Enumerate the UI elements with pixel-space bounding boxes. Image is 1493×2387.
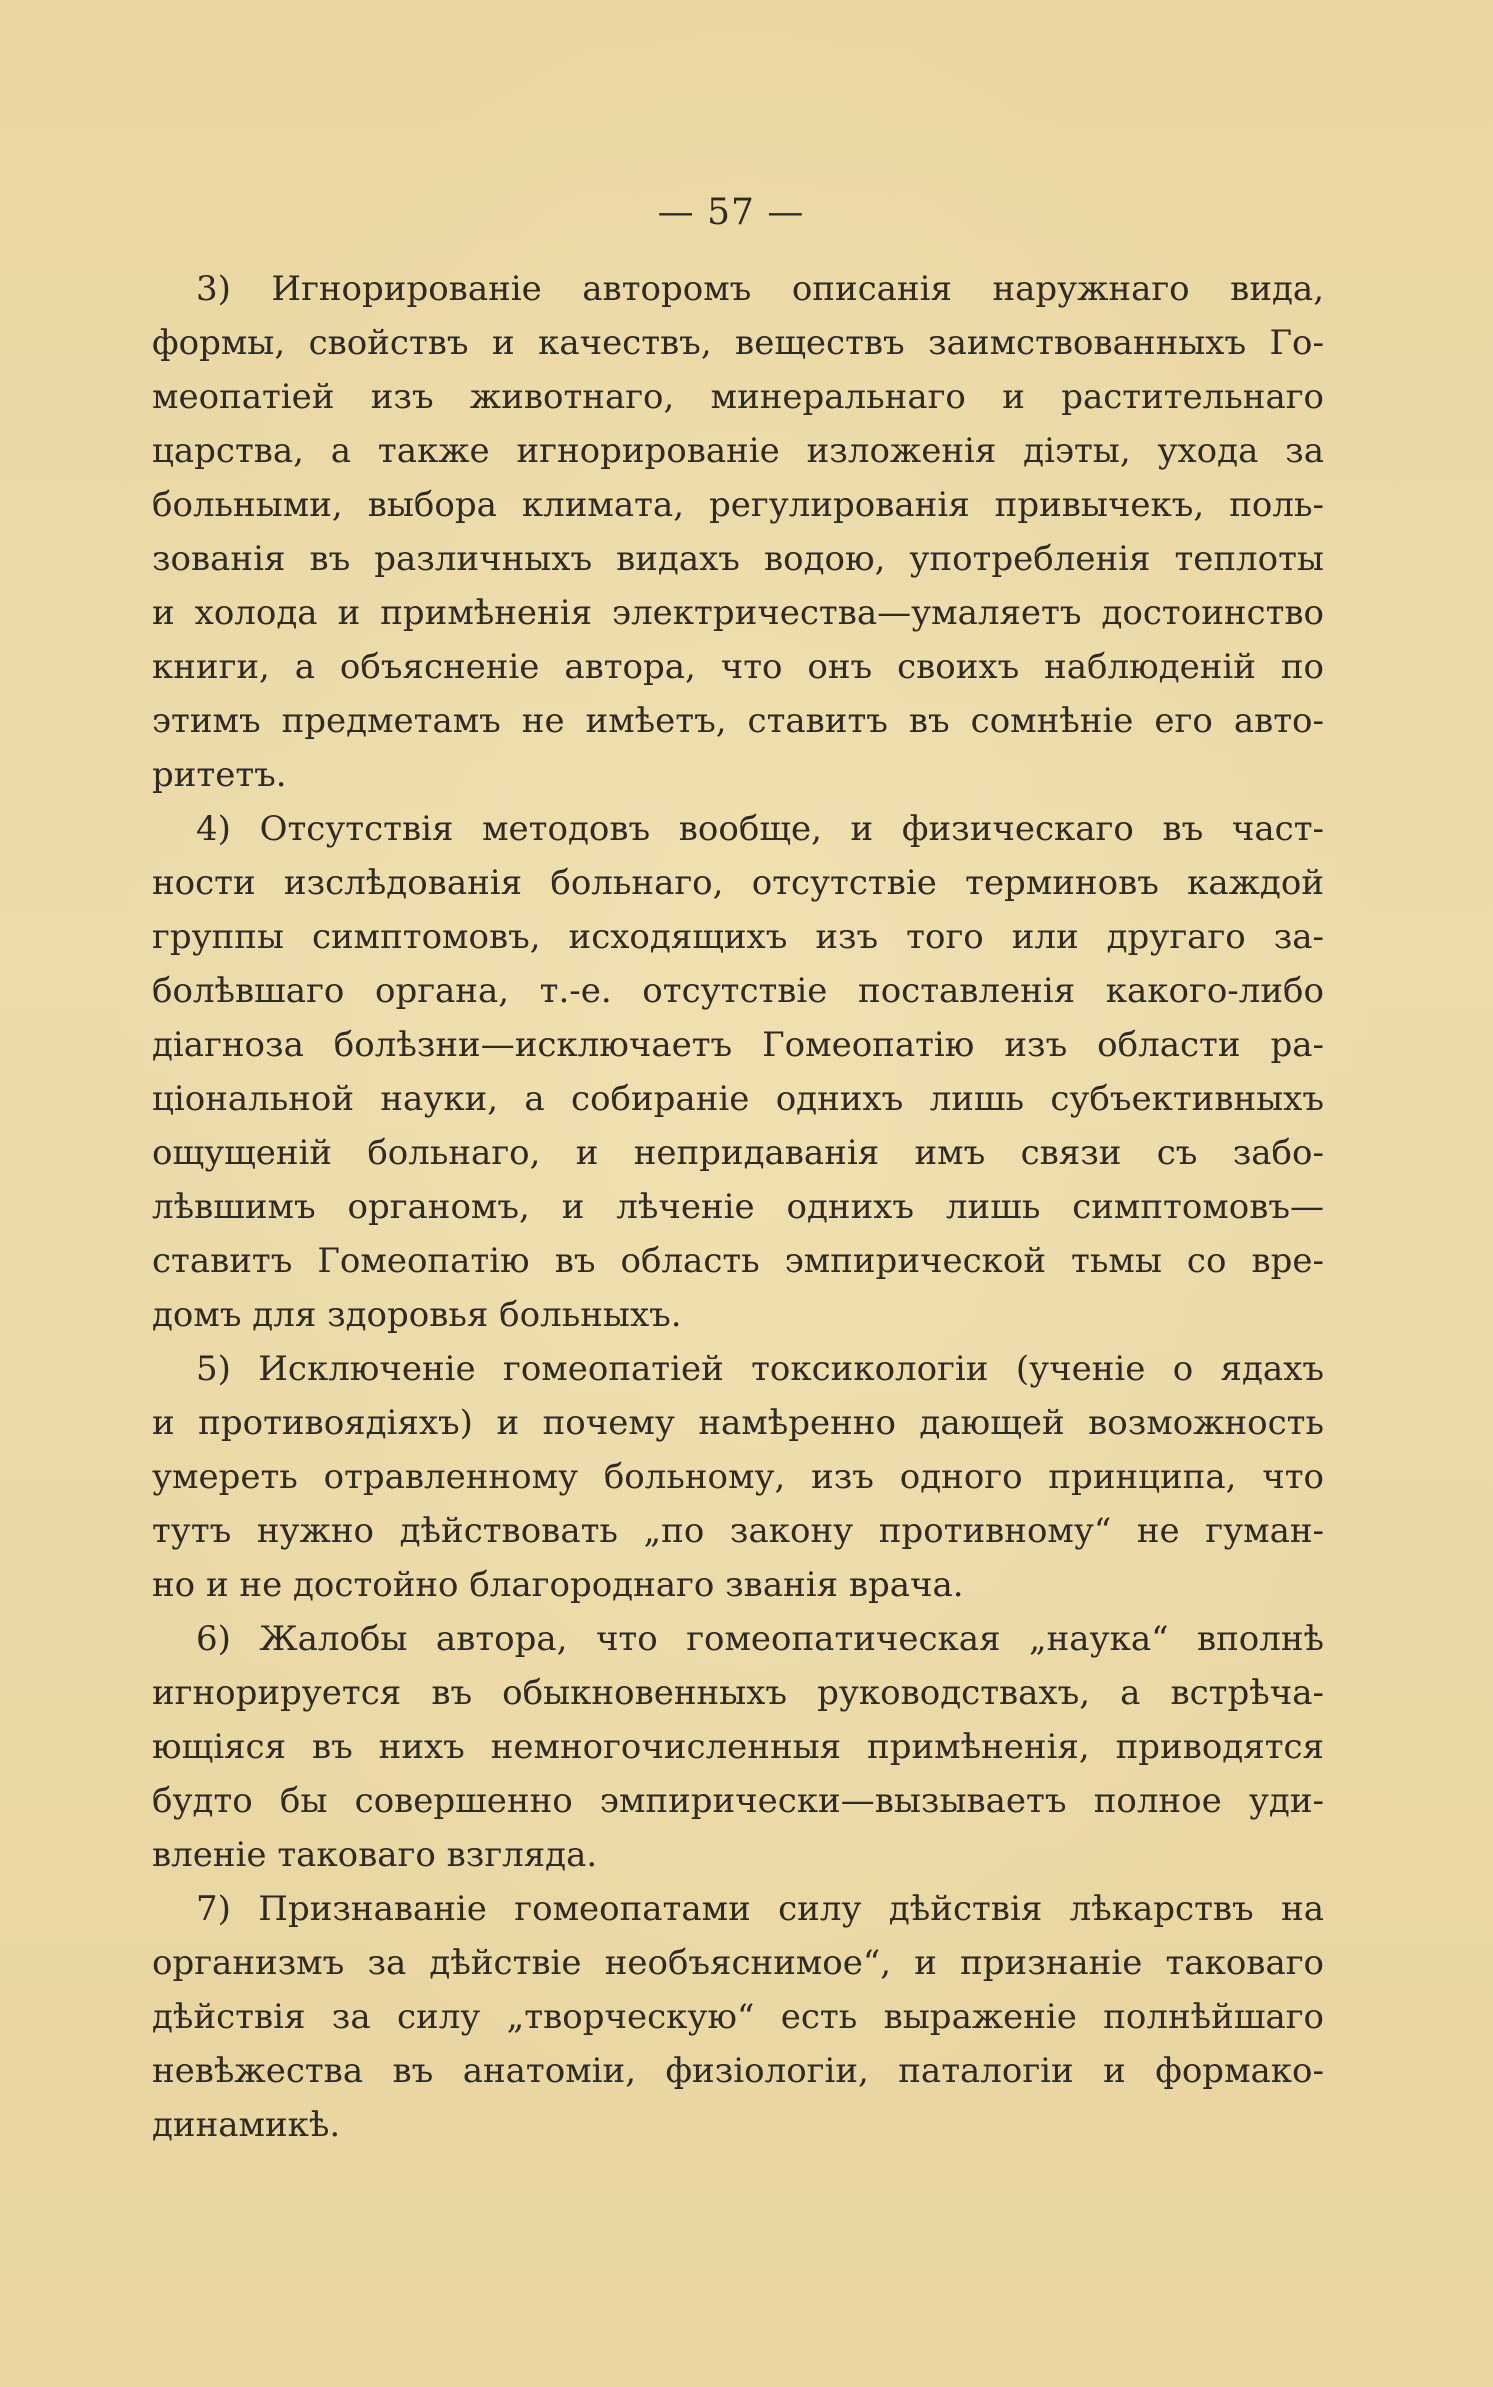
page-number: — 57 —	[657, 192, 805, 233]
text-line: діагноза болѣзни—исключаетъ Гомеопатію изъ области ра-	[152, 1025, 1324, 1065]
body-text	[152, 262, 1324, 2152]
text-line: домъ для здоровья больныхъ.	[152, 1295, 682, 1335]
paragraph-item-7	[152, 1882, 1324, 2152]
text-line: больными, выбора климата, регулированія привычекъ, поль-	[152, 485, 1324, 525]
text-line: ціональной науки, а собираніе однихъ лишь субъективныхъ	[152, 1079, 1324, 1119]
text-line: ощущеній больнаго, и непридаванія имъ связи съ забо-	[152, 1133, 1324, 1173]
paragraph-item-5	[152, 1342, 1324, 1612]
text-line: зованія въ различныхъ видахъ водою, употребленія теплоты	[152, 539, 1324, 579]
text-line: лѣвшимъ органомъ, и лѣченіе однихъ лишь симптомовъ—	[152, 1187, 1324, 1227]
text-line: книги, а объясненіе автора, что онъ своихъ наблюденій по	[152, 647, 1324, 687]
text-line: 7) Признаваніе гомеопатами силу дѣйствія лѣкарствъ на	[196, 1889, 1324, 1929]
text-line: вленіе таковаго взгляда.	[152, 1835, 598, 1875]
text-line: 3) Игнорированіе авторомъ описанія наружнаго вида,	[196, 269, 1324, 309]
text-line: но и не достойно благороднаго званія врача.	[152, 1565, 964, 1605]
text-line: и холода и примѣненія электричества—умаляетъ достоинство	[152, 593, 1324, 633]
text-line: умереть отравленному больному, изъ одного принципа, что	[152, 1457, 1324, 1497]
text-line: невѣжества въ анатоміи, физіологіи, паталогіи и формако-	[152, 2051, 1324, 2091]
text-line: 4) Отсутствія методовъ вообще, и физическаго въ част-	[196, 809, 1324, 849]
text-line: 5) Исключеніе гомеопатіей токсикологіи (ученіе о ядахъ	[196, 1349, 1324, 1389]
paragraph-item-3	[152, 262, 1324, 802]
text-line: динамикѣ.	[152, 2105, 341, 2145]
text-line: будто бы совершенно эмпирически—вызываетъ полное уди-	[152, 1781, 1324, 1821]
text-line: организмъ за дѣйствіе необъяснимое“, и признаніе таковаго	[152, 1943, 1324, 1983]
paragraph-item-6	[152, 1612, 1324, 1882]
text-line: тутъ нужно дѣйствовать „по закону противному“ не гуман-	[152, 1511, 1324, 1551]
text-line: ставитъ Гомеопатію въ область эмпирической тьмы со вре-	[152, 1241, 1324, 1281]
text-line: ритетъ.	[152, 755, 287, 795]
text-line: 6) Жалобы автора, что гомеопатическая „наука“ вполнѣ	[196, 1619, 1324, 1659]
text-line: группы симптомовъ, исходящихъ изъ того или другаго за-	[152, 917, 1324, 957]
paragraph-item-4	[152, 802, 1324, 1342]
text-line: этимъ предметамъ не имѣетъ, ставитъ въ сомнѣніе его авто-	[152, 701, 1324, 741]
text-line: формы, свойствъ и качествъ, веществъ заимствованныхъ Го-	[152, 323, 1324, 363]
text-line: игнорируется въ обыкновенныхъ руководствахъ, а встрѣча-	[152, 1673, 1324, 1713]
text-line: меопатіей изъ животнаго, минеральнаго и растительнаго	[152, 377, 1324, 417]
text-line: ющіяся въ нихъ немногочисленныя примѣненія, приводятся	[152, 1727, 1324, 1767]
text-line: и противоядіяхъ) и почему намѣренно дающей возможность	[152, 1403, 1324, 1443]
text-line: болѣвшаго органа, т.-е. отсутствіе поставленія какого-либо	[152, 971, 1324, 1011]
text-line: царства, а также игнорированіе изложенія діэты, ухода за	[152, 431, 1324, 471]
text-line: дѣйствія за силу „творческую“ есть выраженіе полнѣйшаго	[152, 1997, 1324, 2037]
text-line: ности изслѣдованія больнаго, отсутствіе терминовъ каждой	[152, 863, 1324, 903]
